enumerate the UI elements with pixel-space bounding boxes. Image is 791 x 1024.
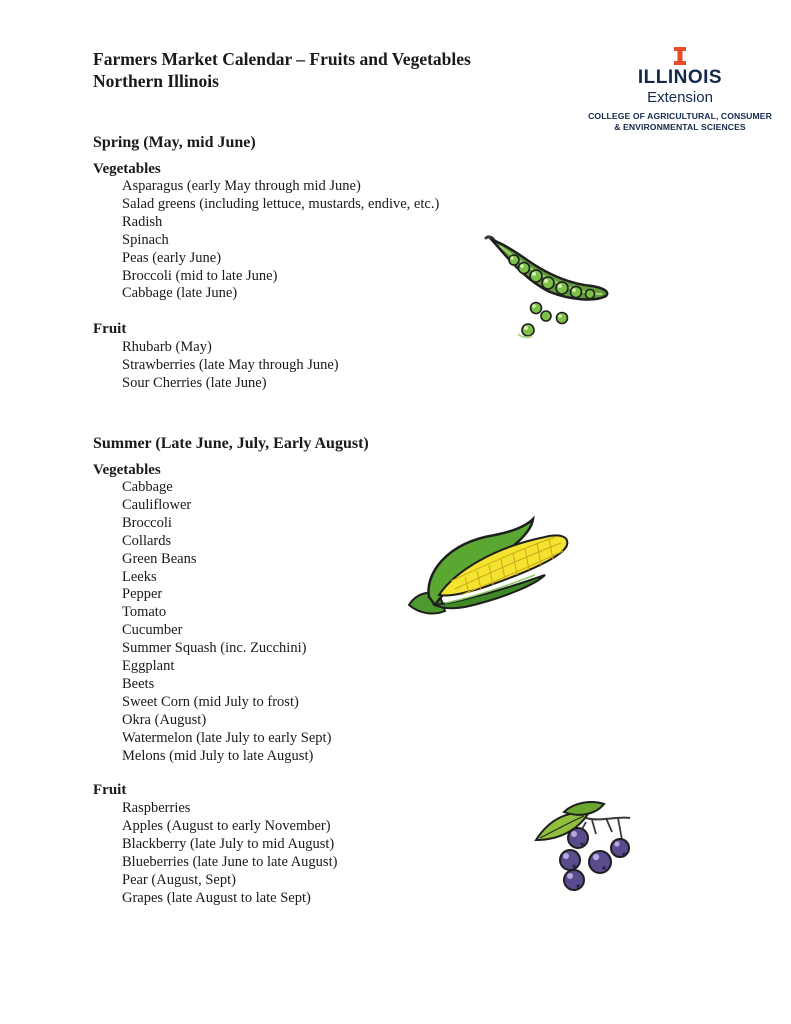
- summer-fruit-list: [122, 800, 337, 907]
- summer-fruit-label: Fruit: [93, 782, 127, 798]
- corn-cob-illustration: [405, 515, 575, 620]
- list-item: Pepper: [122, 586, 163, 603]
- list-item: Tomato: [122, 604, 167, 621]
- list-item: Okra (August): [122, 711, 207, 728]
- summer-heading: Summer (Late June, July, Early August): [93, 435, 369, 452]
- list-item: Summer Squash (inc. Zucchini): [122, 640, 307, 657]
- summer-vegetables-label: Vegetables: [93, 462, 161, 478]
- logo-college-line-2: & ENVIRONMENTAL SCIENCES: [614, 122, 746, 132]
- list-item: Beets: [122, 675, 155, 692]
- list-item: Eggplant: [122, 658, 175, 675]
- list-item: Sour Cherries (late June): [122, 374, 267, 391]
- list-item: Sweet Corn (mid July to frost): [122, 693, 299, 710]
- list-item: Cucumber: [122, 622, 183, 639]
- block-i-icon: [673, 46, 687, 66]
- list-item: Collards: [122, 532, 172, 549]
- list-item: Salad greens (including lettuce, mustards, endive, etc.): [122, 195, 440, 212]
- document-title: [93, 48, 471, 92]
- list-item: Cauliflower: [122, 496, 192, 513]
- spring-heading: Spring (May, mid June): [93, 134, 256, 151]
- spring-vegetables-list: [122, 178, 439, 303]
- spring-fruit-list: [122, 339, 339, 393]
- list-item: Broccoli: [122, 514, 172, 531]
- logo-college-line-1: COLLEGE OF AGRICULTURAL, CONSUMER: [588, 111, 772, 121]
- list-item: Asparagus (early May through mid June): [122, 178, 361, 194]
- spring-vegetables-label: Vegetables: [93, 161, 161, 177]
- blueberry-branch-illustration: [530, 800, 640, 900]
- list-item: Green Beans: [122, 550, 197, 567]
- list-item: Grapes (late August to late Sept): [122, 889, 311, 906]
- list-item: Cabbage (late June): [122, 285, 238, 302]
- list-item: Cabbage: [122, 479, 173, 495]
- spring-fruit-label: Fruit: [93, 321, 127, 337]
- logo-unit: Extension: [647, 89, 713, 106]
- title-line-2: Northern Illinois: [93, 71, 219, 91]
- pea-pod-illustration: [480, 230, 615, 345]
- list-item: Blueberries (late June to late August): [122, 853, 338, 870]
- list-item: Leeks: [122, 568, 157, 585]
- list-item: Peas (early June): [122, 249, 222, 266]
- title-line-1: Farmers Market Calendar – Fruits and Vegetables: [93, 49, 471, 69]
- illinois-extension-logo: [585, 46, 775, 133]
- list-item: Raspberries: [122, 800, 191, 816]
- list-item: Spinach: [122, 231, 169, 248]
- list-item: Strawberries (late May through June): [122, 356, 339, 373]
- list-item: Watermelon (late July to early Sept): [122, 729, 332, 746]
- list-item: Melons (mid July to late August): [122, 747, 314, 764]
- list-item: Blackberry (late July to mid August): [122, 835, 335, 852]
- list-item: Radish: [122, 213, 163, 230]
- list-item: Broccoli (mid to late June): [122, 267, 278, 284]
- list-item: Apples (August to early November): [122, 817, 331, 834]
- summer-vegetables-list: [122, 479, 331, 766]
- list-item: Pear (August, Sept): [122, 871, 236, 888]
- list-item: Rhubarb (May): [122, 339, 212, 355]
- logo-wordmark: ILLINOIS: [637, 67, 723, 88]
